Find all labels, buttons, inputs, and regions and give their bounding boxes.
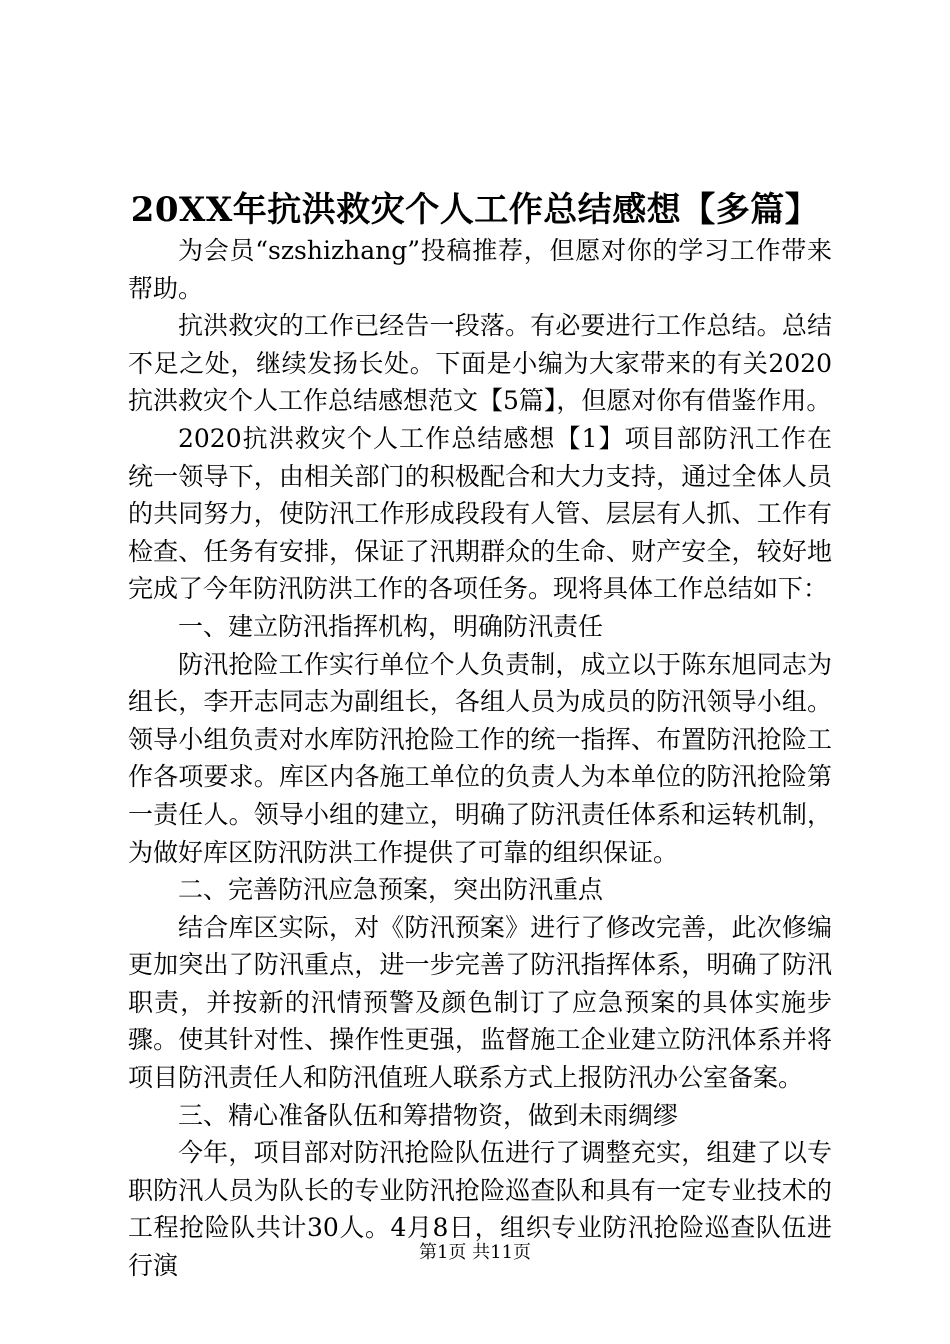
paragraph-section-1-intro: 2020抗洪救灾个人工作总结感想【1】项目部防汛工作在统一领导下，由相关部门的积极配合和大力支持，通过全体人员的共同努力，使防汛工作形成段段有人管、层层有人抓、工作有检查、任务有安排，保证了汛期群众的生命、财产安全，较好地完成了今年防汛防洪工作的各项任务。现将具体工作总结如下：: [128, 423, 832, 604]
section-heading-1: 一、建立防汛指挥机构，明确防汛责任: [178, 611, 604, 641]
paragraph-summary: 抗洪救灾的工作已经告一段落。有必要进行工作总结。总结不足之处，继续发扬长处。下面是小编为大家带来的有关2020抗洪救灾个人工作总结感想范文【5篇】，但愿对你有借鉴作用。: [128, 311, 832, 416]
document-title: 20XX年抗洪救灾个人工作总结感想【多篇】: [130, 190, 820, 230]
paragraph-section-2: 结合库区实际，对《防汛预案》进行了修改完善，此次修编更加突出了防汛重点，进一步完善了防汛指挥体系，明确了防汛职责，并按新的汛情预警及颜色制订了应急预案的具体实施步骤。使其针对性、操作性更强，监督施工企业建立防汛体系并将项目防汛责任人和防汛值班人联系方式上报防汛办公室备案。: [128, 912, 832, 1093]
paragraph-intro: 为会员“szshizhang”投稿推荐，但愿对你的学习工作带来帮助。: [128, 236, 832, 303]
page-number-footer: 第1页 共11页: [418, 1242, 532, 1263]
section-heading-2: 二、完善防汛应急预案，突出防汛重点: [178, 875, 604, 905]
paragraph-section-1: 防汛抢险工作实行单位个人负责制，成立以于陈东旭同志为组长，李开志同志为副组长，各组人员为成员的防汛领导小组。领导小组负责对水库防汛抢险工作的统一指挥、布置防汛抢险工作各项要求。库区内各施工单位的负责人为本单位的防汛抢险第一责任人。领导小组的建立，明确了防汛责任体系和运转机制，为做好库区防汛防洪工作提供了可靠的组织保证。: [128, 649, 832, 867]
section-heading-3: 三、精心准备队伍和筹措物资，做到未雨绸缪: [178, 1100, 679, 1130]
document-body: [128, 232, 832, 1285]
paragraph-section-3: 今年，项目部对防汛抢险队伍进行了调整充实，组建了以专职防汛人员为队长的专业防汛抢险巡查队和具有一定专业技术的工程抢险队共计30人。4月8日，组织专业防汛抢险巡查队伍进行演: [128, 1138, 832, 1281]
